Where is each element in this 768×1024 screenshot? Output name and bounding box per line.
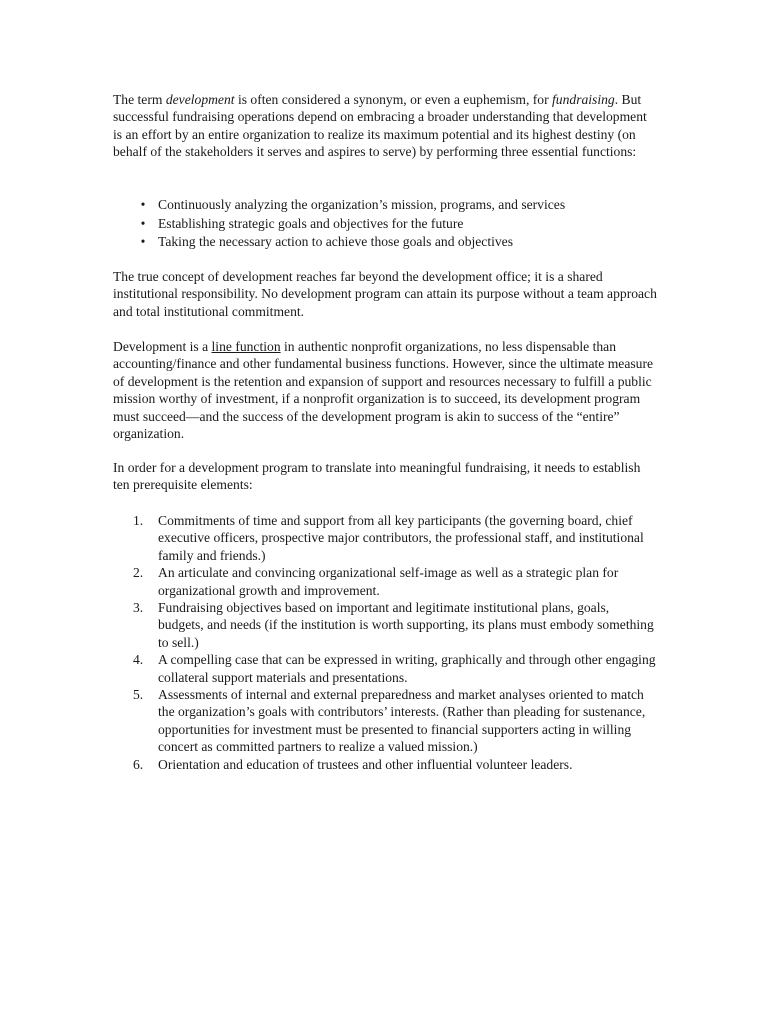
bullet-text: Establishing strategic goals and objectives for the future	[158, 215, 464, 231]
item-text: Assessments of internal and external preparedness and market analyses oriented to match the organization’s goals with contributors’ interests. (Rather than pleading for sustenance, opportunities for investment must be presented to financial supporters acting in willing concert as committed partners to realize a valued mission.)	[158, 687, 646, 755]
item-text: A compelling case that can be expressed in writing, graphically and through other engaging collateral support materials and presentations.	[158, 652, 656, 685]
prerequisites-intro-paragraph: In order for a development program to translate into meaningful fundraising, it needs to establish ten prerequisite elements:	[113, 460, 641, 493]
bullet-text: Continuously analyzing the organization’s mission, programs, and services	[158, 197, 566, 212]
numbered-item	[113, 564, 658, 599]
item-number: 5.	[133, 687, 144, 703]
item-number: 6.	[133, 756, 144, 772]
bullet-item	[113, 196, 658, 215]
concept-paragraph: The true concept of development reaches far beyond the development office; it is a shared institutional responsibility. No development program can attain its purpose without a team approach and total institutional commitment.	[113, 269, 657, 319]
intro-text-end: . But successful fundraising operations depend on embracing a broader understanding that development is an effort by an entire organization to realize its maximum potential and its highest destiny (on behalf of the stakeholders it serves and aspires to serve) by performing three essential functions:	[113, 92, 647, 160]
item-text: An articulate and convincing organizational self-image as well as a strategic plan for organizational growth and improvement.	[158, 565, 619, 598]
line-function-term: line function	[211, 339, 281, 354]
line-function-text-start: Development is a	[113, 339, 212, 354]
bullet-item	[113, 215, 658, 234]
prerequisites-numbered-list	[113, 512, 658, 773]
bullet-icon: •	[140, 215, 146, 231]
bullet-icon: •	[140, 197, 146, 212]
item-text: Commitments of time and support from all key participants (the governing board, chief executive officers, prospective major contributors, the professional staff, and institutional family and friends.)	[158, 513, 644, 563]
item-number: 2.	[133, 565, 144, 581]
item-number: 4.	[133, 652, 144, 668]
intro-text-start: The term	[113, 92, 166, 107]
bullet-icon: •	[140, 234, 146, 250]
functions-bullet-list	[113, 196, 658, 252]
item-text: Fundraising objectives based on important and legitimate institutional plans, goals, budgets, and needs (if the institution is worth supporting, its plans must embody something to sell.)	[158, 600, 654, 650]
line-function-text-end: in authentic nonprofit organizations, no less dispensable than accounting/finance and other fundamental business functions. However, since the ultimate measure of development is the retention and expansion of support and resources necessary to fulfill a public mission worthy of investment, if a nonprofit organization is to succeed, its development program must succeed—and the success of the development program is akin to success of the “entire” organization.	[113, 339, 654, 442]
bullet-item	[113, 233, 658, 252]
line-function-paragraph	[113, 338, 658, 442]
intro-text-mid: is often considered a synonym, or even a euphemism, for	[234, 92, 553, 107]
numbered-item	[113, 686, 658, 756]
intro-paragraph	[113, 91, 658, 161]
item-text: Orientation and education of trustees and other influential volunteer leaders.	[158, 756, 573, 772]
item-number: 3.	[133, 600, 144, 616]
numbered-item	[113, 651, 658, 686]
bullet-text: Taking the necessary action to achieve those goals and objectives	[158, 234, 514, 250]
item-number: 1.	[133, 513, 144, 528]
numbered-item	[113, 756, 658, 773]
numbered-item	[113, 512, 658, 564]
numbered-item	[113, 599, 658, 651]
term-fundraising: fundraising	[552, 92, 615, 107]
term-development: development	[165, 92, 235, 107]
